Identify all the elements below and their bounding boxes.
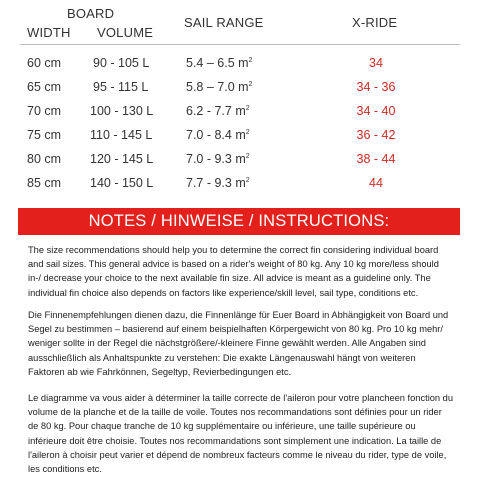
xride-cell: 38 - 44 — [356, 152, 396, 166]
header-sail-range: SAIL RANGE — [184, 15, 264, 30]
xride-cell: 44 — [369, 176, 383, 190]
width-cell: 65 cm — [27, 80, 62, 94]
sail-cell — [186, 80, 252, 94]
unit-exponent: 2 — [245, 152, 250, 160]
volume-cell: 95 - 115 L — [93, 80, 149, 94]
volume-cell: 90 - 105 L — [93, 56, 150, 70]
unit-exponent: 2 — [245, 176, 250, 184]
header-board: BOARD — [67, 6, 115, 21]
xride-cell: 34 - 36 — [356, 80, 396, 94]
xride-cell: 36 - 42 — [356, 128, 396, 142]
header-divider — [20, 44, 460, 45]
width-cell: 60 cm — [27, 56, 62, 70]
notes-english: The size recommendations should help you to determine the correct fin considering individual board and sail sizes. This general advice is based on a rider's weight of 80 kg. Any 10 kg more/less should in-/ decrease your choice to the next available fin size. All advice is meant as a guideline only. The individual fin choice also depends on factors like experience/skill level, sail type, conditions etc. — [28, 245, 439, 298]
sail-value: 5.4 – 6.5 m — [186, 56, 249, 70]
sail-value: 7.0 - 8.4 m — [186, 128, 246, 142]
notes-banner: NOTES / HINWEISE / INSTRUCTIONS: — [18, 208, 460, 235]
width-cell: 75 cm — [27, 128, 62, 142]
unit-exponent: 2 — [245, 104, 250, 112]
volume-cell: 140 - 150 L — [90, 176, 154, 190]
unit-exponent: 2 — [248, 80, 253, 88]
sail-value: 6.2 - 7.7 m — [186, 104, 246, 118]
xride-cell: 34 - 40 — [356, 104, 396, 118]
sail-cell — [186, 152, 250, 166]
width-cell: 70 cm — [27, 104, 62, 118]
volume-cell: 120 - 145 L — [90, 152, 154, 166]
sail-value: 7.7 - 9.3 m — [186, 176, 246, 190]
volume-cell: 110 - 145 L — [90, 128, 153, 142]
sail-value: 7.0 - 9.3 m — [186, 152, 246, 166]
unit-exponent: 2 — [245, 128, 250, 136]
xride-cell: 34 — [369, 56, 383, 70]
width-cell: 80 cm — [27, 152, 62, 166]
volume-cell: 100 - 130 L — [90, 104, 154, 118]
sail-cell — [186, 56, 252, 70]
sail-cell — [186, 128, 250, 142]
sail-value: 5.8 – 7.0 m — [186, 80, 249, 94]
width-cell: 85 cm — [27, 176, 62, 190]
notes-french: Le diagramme va vous aider à déterminer la taille correcte de l'aileron pour votre plancheen fonction du volume de la planche et de la taille de voile. Toutes nos recommandations sont définies pour un rider de 80 kg. Pour chaque tranche de 10 kg supplémentaire ou inférieure, une taille supérieure ou inférieure doit être choisie. Toutes nos recommandations sont simplement une indication. La taille de l'aileron à choisir peut varier et dépend de nombreux facteurs comme le niveau du rider, type de voile, les conditions etc. — [28, 393, 454, 475]
header-width: WIDTH — [27, 25, 71, 40]
notes-german: Die Finnenempfehlungen dienen dazu, die Finnenlänge für Euer Board in Abhängigkeit von Board und Segel zu bestimmen – basierend auf einem beispielhaften Körpergewicht von 80 kg. Pro 10 kg mehr/ weniger sollte in der Regel die nächstgrößere/-kleinere Finne gewählt werden. Alle Angaben sind ausschließlich als Anhaltspunkte zu verstehen: Die exakte Längenauswahl hängt von weiteren Faktoren ab wie Fahrkönnen, Segeltyp, Revierbedingungen etc. — [28, 310, 449, 377]
sail-cell — [186, 104, 250, 118]
sail-cell — [186, 176, 250, 190]
header-xride: X-RIDE — [352, 15, 398, 30]
header-volume: VOLUME — [97, 25, 154, 40]
unit-exponent: 2 — [248, 56, 253, 64]
